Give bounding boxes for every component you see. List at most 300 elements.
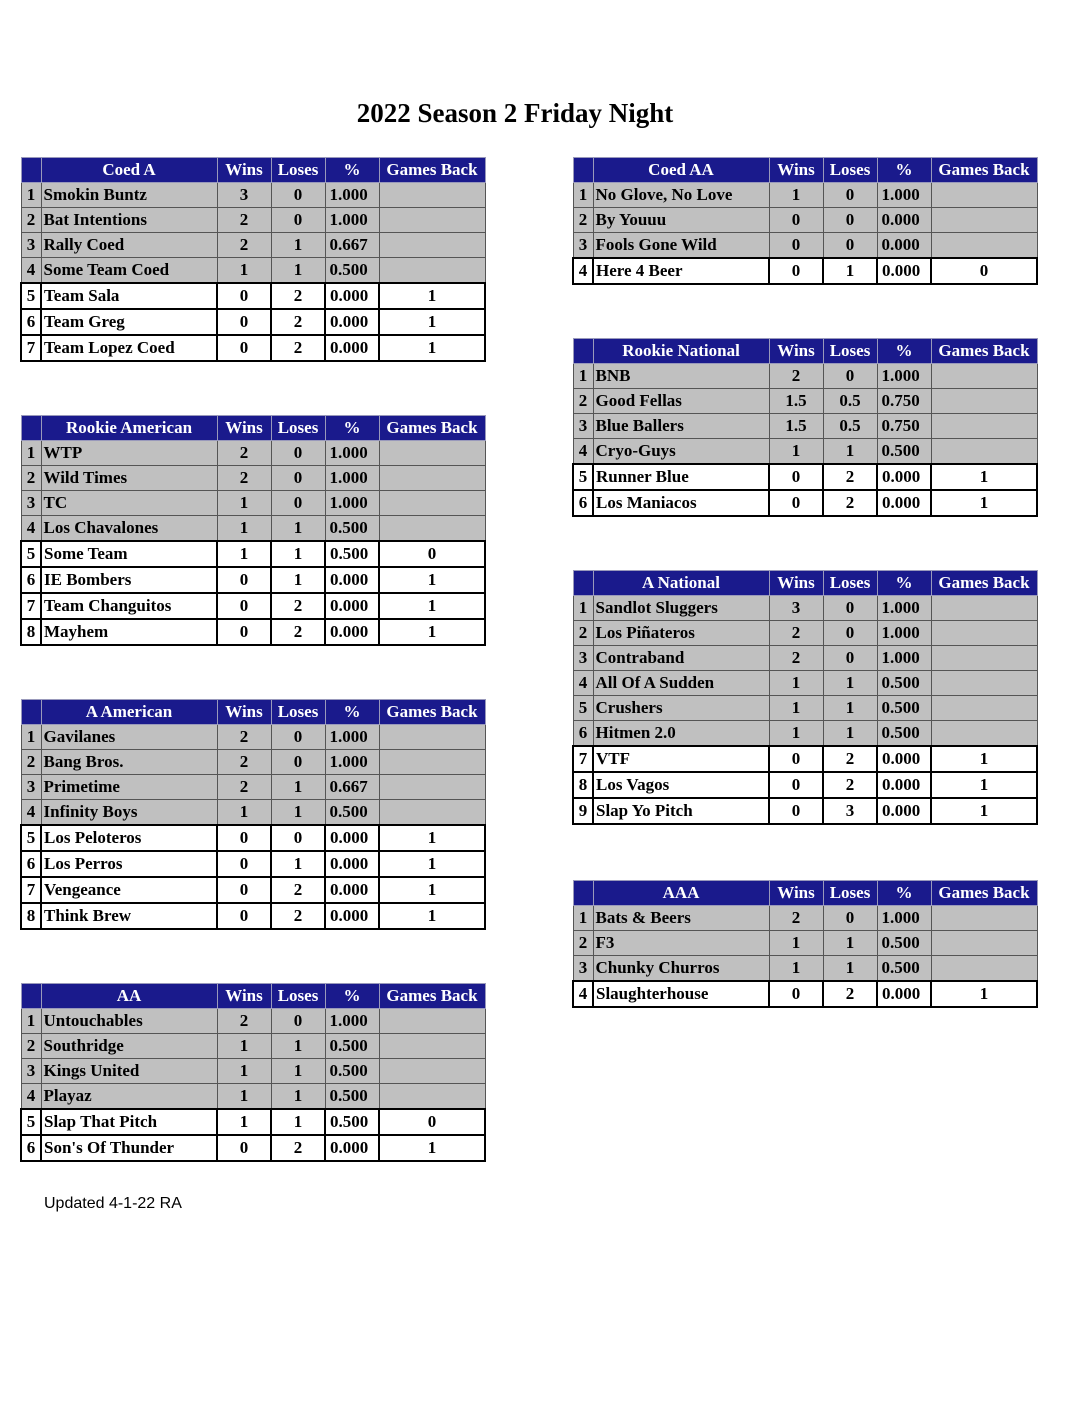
pct-cell: 0.000 [325, 567, 379, 593]
table-row [573, 746, 1037, 772]
team-name-cell: Here 4 Beer [593, 258, 769, 284]
wins-cell: 1 [217, 1059, 271, 1084]
standings-table [20, 157, 486, 362]
rank-cell: 4 [21, 258, 41, 284]
wins-cell: 0 [769, 490, 823, 516]
games-back-cell: 0 [931, 258, 1037, 284]
table-row [573, 721, 1037, 747]
games-back-cell: 1 [379, 1135, 485, 1161]
team-name-cell: Vengeance [41, 877, 217, 903]
rank-cell: 1 [21, 725, 41, 750]
wins-header: Wins [769, 571, 823, 596]
table-row [21, 283, 485, 309]
games-back-cell [379, 441, 485, 466]
pct-cell: 0.000 [877, 981, 931, 1007]
games-back-cell [379, 775, 485, 800]
loses-cell: 0 [823, 233, 877, 259]
team-name-cell: Blue Ballers [593, 414, 769, 439]
games-back-cell [379, 800, 485, 826]
table-row [21, 725, 485, 750]
wins-header: Wins [217, 700, 271, 725]
pct-cell: 0.500 [877, 439, 931, 465]
rank-header-cell [21, 158, 41, 183]
team-name-cell: Southridge [41, 1034, 217, 1059]
division-name: AAA [593, 881, 769, 906]
games-back-cell [931, 208, 1037, 233]
rank-cell: 7 [21, 593, 41, 619]
pct-header: % [877, 339, 931, 364]
games-back-header: Games Back [379, 158, 485, 183]
loses-cell: 0 [823, 906, 877, 931]
table-row [21, 877, 485, 903]
pct-cell: 0.000 [325, 619, 379, 645]
rank-cell: 1 [573, 906, 593, 931]
wins-cell: 0 [769, 233, 823, 259]
rank-cell: 2 [573, 389, 593, 414]
games-back-cell [379, 1009, 485, 1034]
table-row [21, 258, 485, 284]
standings-table [20, 699, 486, 930]
games-back-cell [379, 750, 485, 775]
pct-cell: 0.500 [877, 696, 931, 721]
rank-cell: 6 [21, 851, 41, 877]
pct-cell: 1.000 [877, 596, 931, 621]
wins-header: Wins [217, 984, 271, 1009]
rank-cell: 3 [21, 1059, 41, 1084]
games-back-cell [379, 183, 485, 208]
pct-cell: 1.000 [877, 906, 931, 931]
table-row [21, 1135, 485, 1161]
games-back-cell [931, 646, 1037, 671]
pct-cell: 0.000 [877, 798, 931, 824]
table-row [21, 309, 485, 335]
rank-header-cell [21, 984, 41, 1009]
games-back-cell [931, 721, 1037, 747]
pct-cell: 0.667 [325, 233, 379, 258]
loses-cell: 0 [823, 208, 877, 233]
loses-cell: 0 [271, 491, 325, 516]
pct-cell: 0.500 [325, 1059, 379, 1084]
pct-cell: 1.000 [325, 750, 379, 775]
table-row [21, 825, 485, 851]
rank-header-cell [573, 158, 593, 183]
table-row [21, 593, 485, 619]
table-row [573, 258, 1037, 284]
loses-header: Loses [271, 984, 325, 1009]
loses-cell: 0 [823, 596, 877, 621]
wins-cell: 1 [217, 541, 271, 567]
table-row [21, 903, 485, 929]
wins-cell: 2 [217, 233, 271, 258]
rank-cell: 3 [573, 956, 593, 982]
wins-cell: 0 [217, 1135, 271, 1161]
team-name-cell: IE Bombers [41, 567, 217, 593]
pct-cell: 1.000 [877, 364, 931, 389]
team-name-cell: Infinity Boys [41, 800, 217, 826]
games-back-cell [379, 208, 485, 233]
wins-header: Wins [769, 158, 823, 183]
rank-cell: 2 [573, 208, 593, 233]
table-row [21, 1009, 485, 1034]
games-back-header: Games Back [931, 881, 1037, 906]
table-row [21, 516, 485, 542]
pct-header: % [325, 984, 379, 1009]
rank-cell: 2 [21, 466, 41, 491]
table-row [21, 1059, 485, 1084]
wins-cell: 3 [217, 183, 271, 208]
loses-cell: 1 [271, 775, 325, 800]
loses-cell: 0 [271, 441, 325, 466]
wins-cell: 2 [769, 646, 823, 671]
wins-header: Wins [217, 416, 271, 441]
loses-cell: 1 [271, 1084, 325, 1110]
games-back-cell [379, 725, 485, 750]
games-back-cell [931, 931, 1037, 956]
rank-cell: 3 [573, 646, 593, 671]
games-back-cell: 1 [379, 309, 485, 335]
team-name-cell: Cryo-Guys [593, 439, 769, 465]
table-row [21, 491, 485, 516]
wins-cell: 2 [769, 621, 823, 646]
rank-cell: 2 [573, 931, 593, 956]
rank-cell: 6 [21, 309, 41, 335]
rank-cell: 4 [573, 258, 593, 284]
team-name-cell: BNB [593, 364, 769, 389]
loses-cell: 0 [823, 646, 877, 671]
team-name-cell: WTP [41, 441, 217, 466]
loses-cell: 1 [271, 851, 325, 877]
team-name-cell: Bang Bros. [41, 750, 217, 775]
pct-cell: 0.750 [877, 389, 931, 414]
team-name-cell: Slap Yo Pitch [593, 798, 769, 824]
team-name-cell: TC [41, 491, 217, 516]
loses-cell: 0 [271, 725, 325, 750]
loses-header: Loses [271, 416, 325, 441]
team-name-cell: F3 [593, 931, 769, 956]
table-header-row [21, 158, 485, 183]
games-back-cell [931, 621, 1037, 646]
games-back-cell [931, 414, 1037, 439]
pct-cell: 0.750 [877, 414, 931, 439]
team-name-cell: Los Piñateros [593, 621, 769, 646]
pct-cell: 0.000 [325, 283, 379, 309]
wins-cell: 2 [769, 364, 823, 389]
table-row [21, 750, 485, 775]
table-row [573, 798, 1037, 824]
wins-cell: 1 [217, 1109, 271, 1135]
table-row [21, 183, 485, 208]
games-back-cell [931, 671, 1037, 696]
table-row [573, 233, 1037, 259]
rank-cell: 1 [21, 441, 41, 466]
table-row [21, 466, 485, 491]
loses-header: Loses [823, 571, 877, 596]
table-header-row [21, 416, 485, 441]
pct-cell: 1.000 [325, 208, 379, 233]
rank-cell: 4 [573, 981, 593, 1007]
rank-cell: 1 [573, 364, 593, 389]
rank-cell: 3 [573, 414, 593, 439]
table-row [21, 775, 485, 800]
pct-cell: 0.000 [877, 490, 931, 516]
rank-cell: 1 [573, 183, 593, 208]
rank-header-cell [21, 700, 41, 725]
pct-cell: 0.500 [325, 1109, 379, 1135]
division-name: AA [41, 984, 217, 1009]
table-row [573, 596, 1037, 621]
team-name-cell: Los Maniacos [593, 490, 769, 516]
games-back-header: Games Back [931, 339, 1037, 364]
wins-cell: 2 [217, 208, 271, 233]
loses-cell: 1 [823, 258, 877, 284]
table-row [21, 567, 485, 593]
rank-cell: 5 [21, 825, 41, 851]
table-row [573, 931, 1037, 956]
rank-cell: 5 [573, 464, 593, 490]
division-name: Coed AA [593, 158, 769, 183]
loses-cell: 2 [823, 490, 877, 516]
rank-cell: 3 [21, 775, 41, 800]
table-header-row [573, 571, 1037, 596]
rank-cell: 4 [21, 516, 41, 542]
table-header-row [21, 700, 485, 725]
loses-cell: 2 [271, 309, 325, 335]
pct-cell: 0.000 [325, 593, 379, 619]
rank-cell: 7 [573, 746, 593, 772]
games-back-cell: 1 [379, 335, 485, 361]
pct-cell: 0.500 [877, 671, 931, 696]
games-back-cell [931, 439, 1037, 465]
division-name: Coed A [41, 158, 217, 183]
pct-cell: 0.500 [325, 1084, 379, 1110]
team-name-cell: Hitmen 2.0 [593, 721, 769, 747]
rank-header-cell [573, 339, 593, 364]
loses-cell: 0 [271, 183, 325, 208]
rank-cell: 3 [21, 491, 41, 516]
games-back-cell [931, 906, 1037, 931]
table-row [573, 414, 1037, 439]
games-back-cell [379, 1059, 485, 1084]
games-back-cell [379, 466, 485, 491]
team-name-cell: Mayhem [41, 619, 217, 645]
team-name-cell: Wild Times [41, 466, 217, 491]
games-back-cell: 1 [379, 903, 485, 929]
loses-cell: 2 [271, 903, 325, 929]
pct-cell: 0.000 [877, 772, 931, 798]
rank-cell: 2 [21, 208, 41, 233]
games-back-cell: 1 [379, 619, 485, 645]
team-name-cell: Team Greg [41, 309, 217, 335]
table-row [21, 208, 485, 233]
wins-cell: 0 [217, 335, 271, 361]
team-name-cell: Bats & Beers [593, 906, 769, 931]
wins-cell: 2 [217, 750, 271, 775]
games-back-header: Games Back [379, 700, 485, 725]
pct-cell: 1.000 [325, 725, 379, 750]
loses-cell: 2 [271, 1135, 325, 1161]
pct-cell: 0.000 [325, 877, 379, 903]
loses-cell: 1 [823, 671, 877, 696]
loses-cell: 2 [823, 746, 877, 772]
pct-cell: 0.500 [325, 541, 379, 567]
rank-header-cell [573, 571, 593, 596]
wins-cell: 0 [769, 798, 823, 824]
rank-cell: 5 [21, 283, 41, 309]
table-row [21, 1034, 485, 1059]
team-name-cell: Team Lopez Coed [41, 335, 217, 361]
loses-cell: 0 [823, 183, 877, 208]
division-name: A American [41, 700, 217, 725]
wins-header: Wins [769, 881, 823, 906]
games-back-cell: 1 [931, 746, 1037, 772]
team-name-cell: Smokin Buntz [41, 183, 217, 208]
games-back-cell: 1 [379, 877, 485, 903]
rank-cell: 5 [573, 696, 593, 721]
team-name-cell: Los Vagos [593, 772, 769, 798]
division-name: A National [593, 571, 769, 596]
rank-cell: 6 [21, 1135, 41, 1161]
pct-cell: 1.000 [325, 183, 379, 208]
wins-cell: 0 [217, 903, 271, 929]
standings-table [572, 157, 1038, 285]
table-row [573, 671, 1037, 696]
rank-cell: 4 [21, 800, 41, 826]
pct-cell: 0.000 [325, 825, 379, 851]
pct-cell: 1.000 [877, 646, 931, 671]
wins-cell: 1 [769, 721, 823, 747]
wins-cell: 1 [769, 696, 823, 721]
wins-cell: 1 [769, 183, 823, 208]
table-header-row [573, 339, 1037, 364]
rank-cell: 6 [573, 490, 593, 516]
loses-header: Loses [271, 700, 325, 725]
team-name-cell: Slap That Pitch [41, 1109, 217, 1135]
wins-cell: 2 [217, 725, 271, 750]
loses-cell: 1 [271, 800, 325, 826]
team-name-cell: Some Team [41, 541, 217, 567]
wins-cell: 0 [217, 283, 271, 309]
pct-cell: 0.000 [325, 335, 379, 361]
division-name: Rookie American [41, 416, 217, 441]
team-name-cell: Son's Of Thunder [41, 1135, 217, 1161]
loses-cell: 1 [823, 956, 877, 982]
games-back-cell [931, 956, 1037, 982]
loses-cell: 1 [271, 1034, 325, 1059]
games-back-cell [379, 1084, 485, 1110]
games-back-cell [931, 696, 1037, 721]
loses-cell: 0 [823, 621, 877, 646]
rank-cell: 4 [573, 439, 593, 465]
pct-cell: 0.000 [325, 309, 379, 335]
team-name-cell: Playaz [41, 1084, 217, 1110]
loses-cell: 1 [271, 1059, 325, 1084]
wins-cell: 1 [217, 1084, 271, 1110]
loses-cell: 0.5 [823, 414, 877, 439]
wins-cell: 1.5 [769, 389, 823, 414]
rank-cell: 8 [21, 903, 41, 929]
rank-cell: 8 [21, 619, 41, 645]
wins-cell: 0 [217, 567, 271, 593]
pct-header: % [877, 571, 931, 596]
pct-cell: 0.000 [877, 233, 931, 259]
games-back-header: Games Back [379, 416, 485, 441]
wins-cell: 3 [769, 596, 823, 621]
games-back-cell: 1 [379, 825, 485, 851]
team-name-cell: Good Fellas [593, 389, 769, 414]
games-back-cell: 1 [379, 283, 485, 309]
loses-cell: 1 [823, 931, 877, 956]
pct-cell: 1.000 [877, 621, 931, 646]
wins-cell: 0 [217, 877, 271, 903]
page-title: 2022 Season 2 Friday Night [356, 98, 674, 128]
wins-cell: 0 [769, 772, 823, 798]
loses-cell: 1 [271, 541, 325, 567]
games-back-cell [931, 596, 1037, 621]
team-name-cell: Los Perros [41, 851, 217, 877]
wins-cell: 2 [217, 466, 271, 491]
team-name-cell: Crushers [593, 696, 769, 721]
rank-header-cell [21, 416, 41, 441]
loses-cell: 0 [271, 466, 325, 491]
wins-header: Wins [217, 158, 271, 183]
pct-cell: 0.667 [325, 775, 379, 800]
standings-table [572, 338, 1038, 517]
wins-cell: 0 [217, 309, 271, 335]
games-back-header: Games Back [931, 571, 1037, 596]
loses-cell: 1 [271, 516, 325, 542]
loses-cell: 0 [271, 208, 325, 233]
table-row [573, 389, 1037, 414]
pct-cell: 0.500 [877, 721, 931, 747]
pct-cell: 0.500 [877, 931, 931, 956]
table-row [573, 981, 1037, 1007]
wins-cell: 1 [769, 439, 823, 465]
loses-cell: 2 [271, 283, 325, 309]
table-row [573, 772, 1037, 798]
table-row [21, 335, 485, 361]
pct-cell: 1.000 [325, 441, 379, 466]
table-row [21, 619, 485, 645]
updated-note: Updated 4-1-22 RA [44, 1195, 182, 1212]
pct-cell: 0.000 [877, 208, 931, 233]
team-name-cell: Team Changuitos [41, 593, 217, 619]
pct-cell: 0.500 [325, 1034, 379, 1059]
team-name-cell: Untouchables [41, 1009, 217, 1034]
pct-header: % [325, 700, 379, 725]
games-back-cell [931, 183, 1037, 208]
team-name-cell: Bat Intentions [41, 208, 217, 233]
standings-table [20, 983, 486, 1162]
wins-cell: 1 [217, 258, 271, 284]
pct-header: % [325, 416, 379, 441]
loses-cell: 1 [271, 233, 325, 258]
games-back-cell: 1 [931, 772, 1037, 798]
loses-cell: 2 [271, 593, 325, 619]
wins-cell: 2 [217, 441, 271, 466]
table-row [573, 208, 1037, 233]
rank-cell: 6 [573, 721, 593, 747]
table-header-row [573, 881, 1037, 906]
pct-header: % [877, 158, 931, 183]
wins-header: Wins [769, 339, 823, 364]
loses-cell: 0 [823, 364, 877, 389]
table-row [573, 646, 1037, 671]
pct-cell: 1.000 [325, 466, 379, 491]
rank-cell: 8 [573, 772, 593, 798]
team-name-cell: Contraband [593, 646, 769, 671]
table-row [21, 1084, 485, 1110]
wins-cell: 0 [217, 825, 271, 851]
